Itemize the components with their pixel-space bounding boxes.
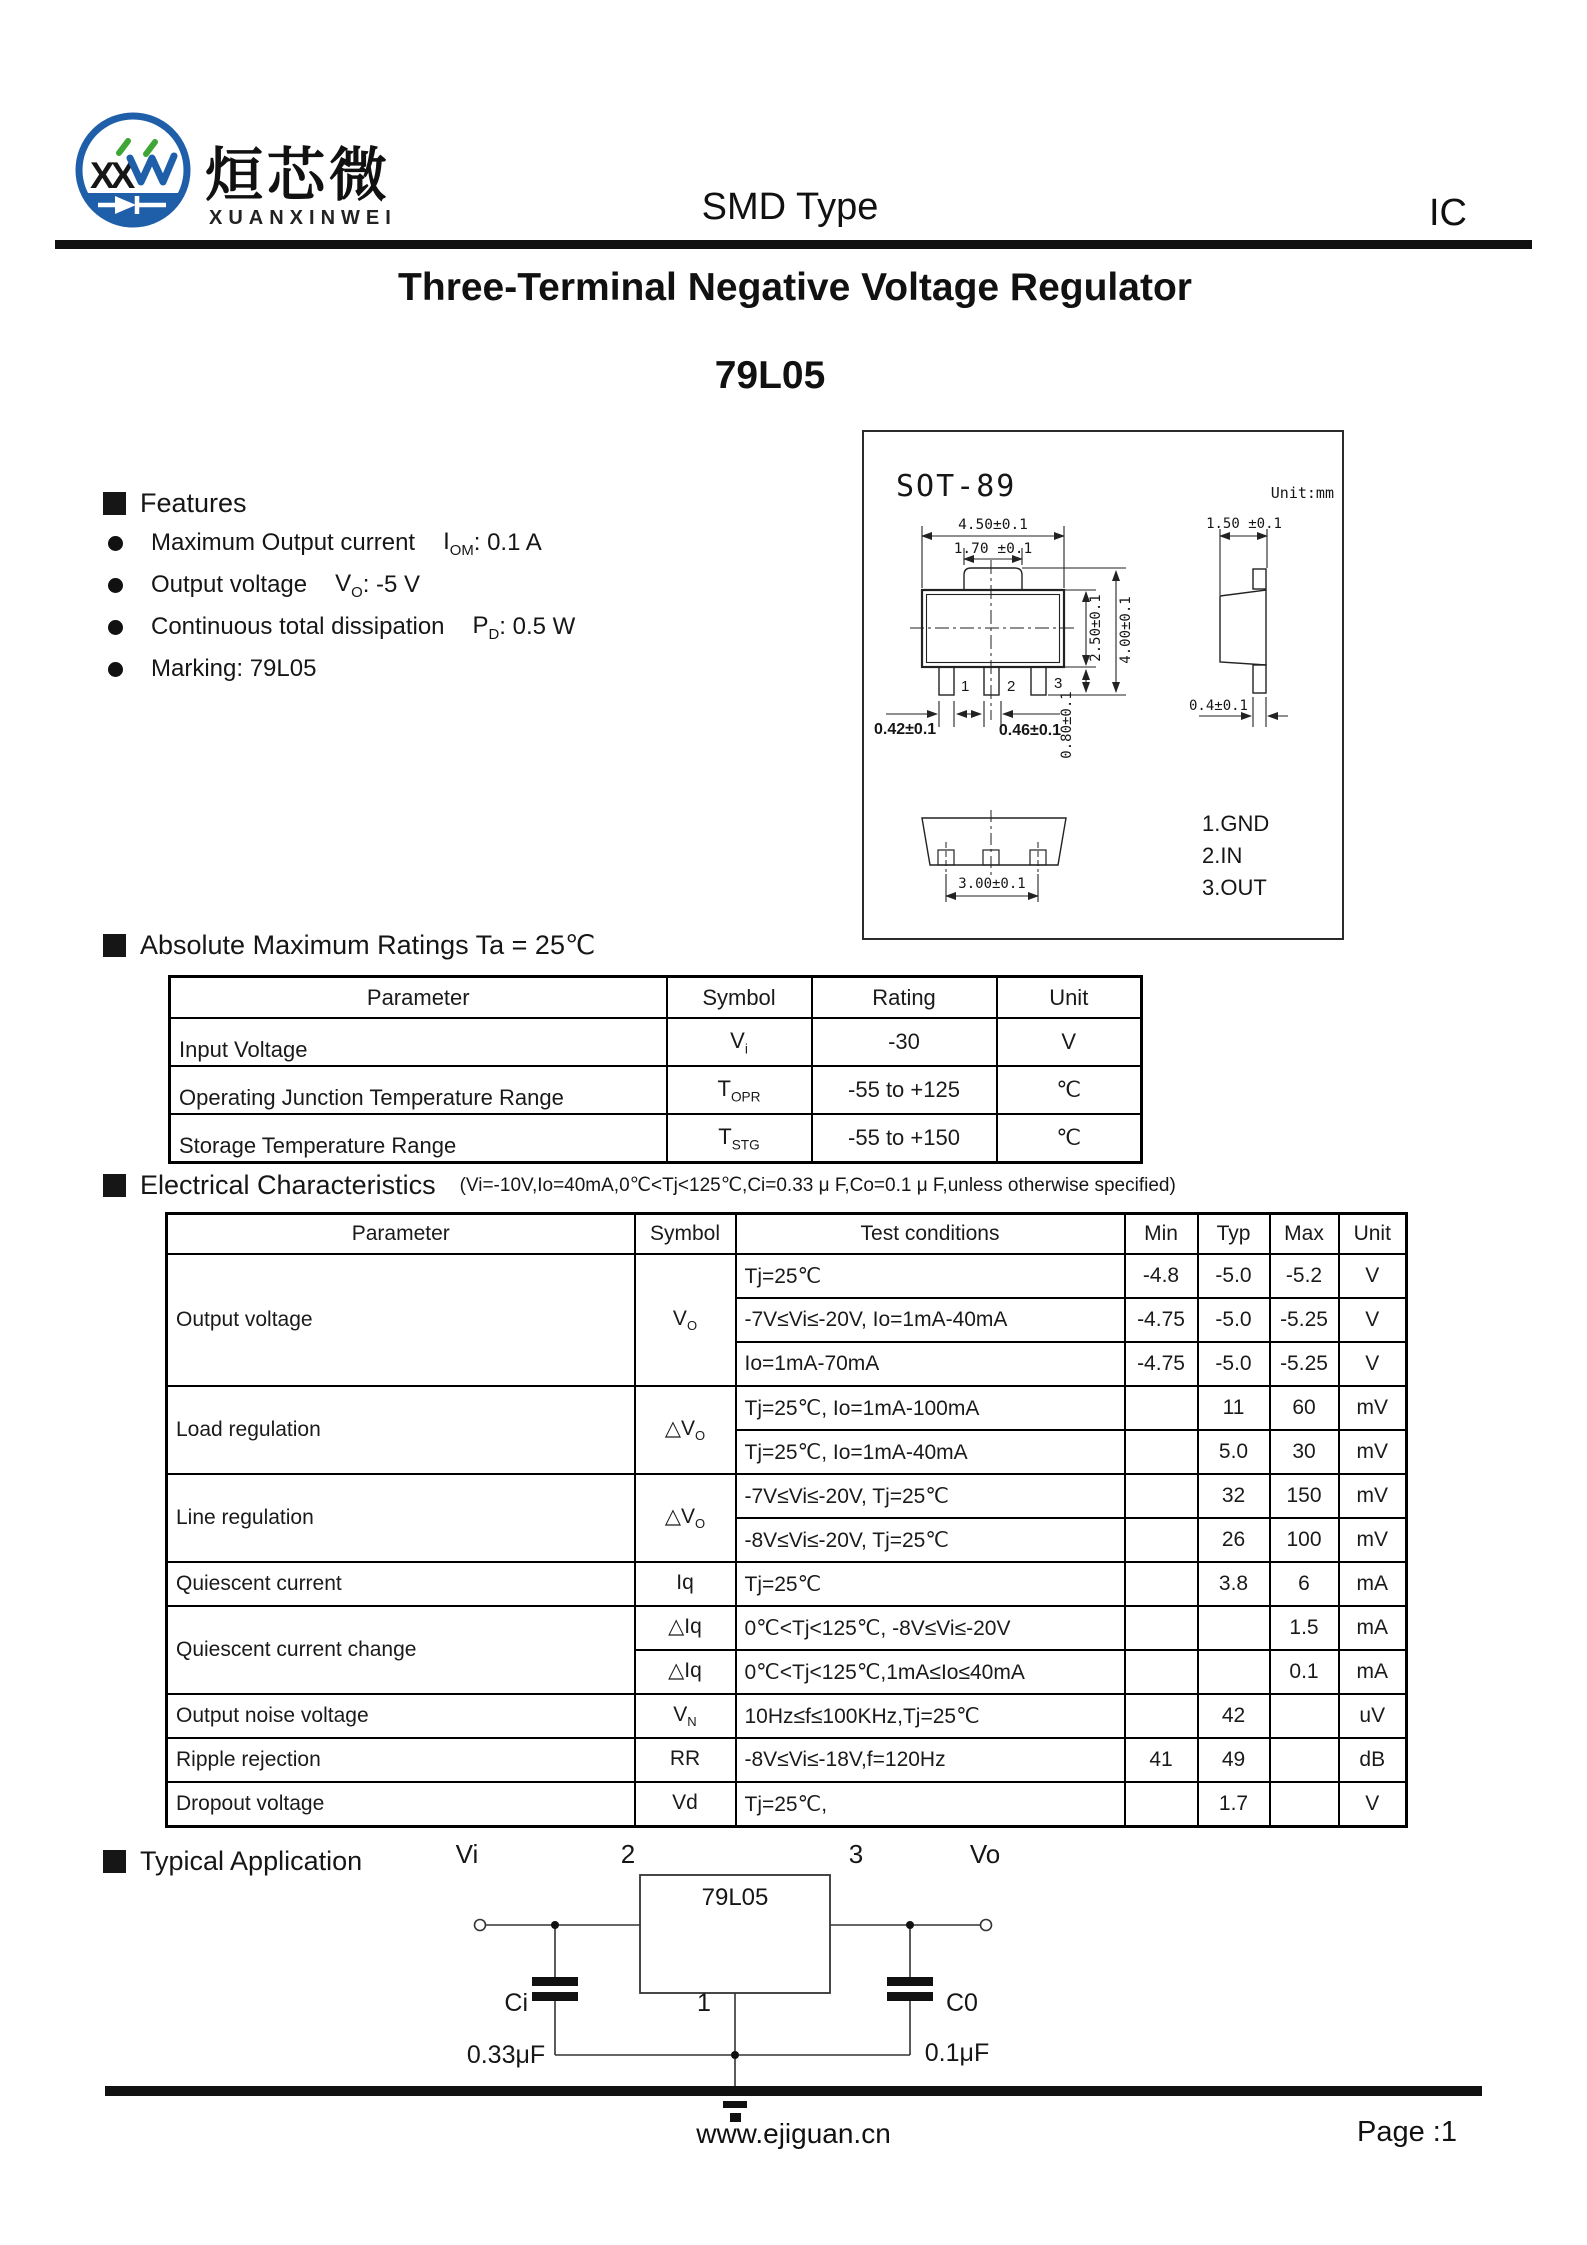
cap-in-value: 0.33μF	[466, 2041, 546, 2069]
param-cell: Output noise voltage	[167, 1694, 635, 1738]
min-cell: -4.75	[1125, 1298, 1198, 1342]
section-marker-icon	[103, 1850, 126, 1873]
table-row	[170, 1066, 1142, 1114]
symbol-cell: RR	[635, 1738, 736, 1782]
bullet-icon	[108, 620, 123, 635]
param-cell: Quiescent current change	[167, 1606, 635, 1694]
abs-max-table	[168, 975, 1143, 1164]
section-marker-icon	[103, 934, 126, 957]
min-cell: -4.8	[1125, 1254, 1198, 1298]
output-label: Vo	[969, 1839, 1001, 1869]
feature-label: Maximum Output current	[151, 529, 416, 556]
min-cell	[1125, 1562, 1198, 1606]
elec-char-heading	[103, 1170, 1176, 1201]
param-cell: Storage Temperature Range	[170, 1114, 667, 1163]
unit-cell: uV	[1339, 1694, 1407, 1738]
param-cell: Ripple rejection	[167, 1738, 635, 1782]
column-header: Parameter	[170, 977, 667, 1019]
company-name-chinese: 烜芯微	[205, 143, 392, 208]
min-cell	[1125, 1386, 1198, 1430]
cond-cell: -7V≤Vi≤-20V, Tj=25℃	[736, 1474, 1125, 1518]
typ-cell: 32	[1198, 1474, 1270, 1518]
table-row	[167, 1782, 1407, 1827]
unit-cell: mA	[1339, 1562, 1407, 1606]
table-header-row	[167, 1214, 1407, 1255]
elec-char-table	[165, 1212, 1408, 1828]
section-marker-icon	[103, 492, 126, 515]
unit-cell: mV	[1339, 1430, 1407, 1474]
min-cell	[1125, 1606, 1198, 1650]
param-cell: Operating Junction Temperature Range	[170, 1066, 667, 1114]
min-cell: 41	[1125, 1738, 1198, 1782]
package-outline-figure	[862, 430, 1344, 940]
feature-label: Output voltage	[151, 571, 308, 598]
min-cell: -4.75	[1125, 1342, 1198, 1386]
cap-in-name: Ci	[504, 1989, 528, 2017]
min-cell	[1125, 1518, 1198, 1562]
symbol-cell: $T_{OPR}$	[667, 1066, 812, 1114]
min-cell	[1125, 1782, 1198, 1827]
cond-cell: Tj=25℃,	[736, 1782, 1125, 1827]
elec-char-heading-label: Electrical Characteristics	[140, 1170, 436, 1200]
dim-pin-span: 3.00±0.1	[958, 876, 1026, 892]
unit-note: Unit:mm	[1270, 484, 1334, 502]
dim-pin-gap: 0.46±0.1	[998, 722, 1062, 739]
symbol-cell: $V_O$	[635, 1254, 736, 1386]
column-header: Symbol	[635, 1214, 736, 1255]
company-logo-icon	[70, 108, 202, 238]
company-name-english: XUANXINWEI	[209, 207, 397, 229]
feature-label: Continuous total dissipation	[151, 613, 445, 640]
typ-cell	[1198, 1650, 1270, 1694]
symbol-cell: $V_i$	[667, 1018, 812, 1066]
unit-cell: V	[1339, 1254, 1407, 1298]
unit-cell: mV	[1339, 1474, 1407, 1518]
feature-symbol: $P_D$	[472, 611, 500, 643]
max-cell: 100	[1270, 1518, 1339, 1562]
feature-item	[108, 528, 575, 558]
feature-value: : -5 V	[362, 571, 421, 598]
table-row	[167, 1694, 1407, 1738]
logo-monogram: XX	[90, 155, 132, 196]
cond-cell: Tj=25℃	[736, 1254, 1125, 1298]
max-cell	[1270, 1738, 1339, 1782]
unit-cell: V	[1339, 1298, 1407, 1342]
symbol-cell: $\triangle V_O$	[635, 1386, 736, 1474]
unit-cell: mV	[1339, 1386, 1407, 1430]
min-cell	[1125, 1694, 1198, 1738]
doc-type-label: SMD Type	[701, 186, 879, 228]
typ-cell: 26	[1198, 1518, 1270, 1562]
feature-item	[108, 570, 575, 600]
capacitor-out-icon	[887, 1977, 933, 1986]
dim-body-height: 2.50±0.1	[1088, 594, 1104, 662]
param-cell: Line regulation	[167, 1474, 635, 1562]
typical-application-heading-label: Typical Application	[140, 1846, 363, 1876]
cond-cell: -7V≤Vi≤-20V, Io=1mA-40mA	[736, 1298, 1125, 1342]
part-number: 79L05	[714, 354, 826, 397]
symbol-cell: △Iq	[635, 1606, 736, 1650]
unit-cell: mA	[1339, 1650, 1407, 1694]
cond-cell: Tj=25℃	[736, 1562, 1125, 1606]
typ-cell: 11	[1198, 1386, 1270, 1430]
column-header: Min	[1125, 1214, 1198, 1255]
unit-cell: V	[997, 1018, 1142, 1066]
dim-pin-thickness: 0.4±0.1	[1188, 698, 1248, 714]
pin2-label: 2	[620, 1839, 636, 1869]
typ-cell: -5.0	[1198, 1254, 1270, 1298]
cond-cell: Tj=25℃, Io=1mA-40mA	[736, 1430, 1125, 1474]
symbol-cell: Vd	[635, 1782, 736, 1827]
column-header: Typ	[1198, 1214, 1270, 1255]
typ-cell	[1198, 1606, 1270, 1650]
pin-number-3: 3	[1054, 675, 1063, 692]
min-cell	[1125, 1430, 1198, 1474]
max-cell: 0.1	[1270, 1650, 1339, 1694]
column-header: Symbol	[667, 977, 812, 1019]
param-cell: Quiescent current	[167, 1562, 635, 1606]
cap-out-name: C0	[946, 1989, 978, 2017]
page-title: Three-Terminal Negative Voltage Regulator	[398, 266, 1192, 309]
typ-cell: -5.0	[1198, 1342, 1270, 1386]
doc-category-label: IC	[1429, 192, 1467, 234]
max-cell: 6	[1270, 1562, 1339, 1606]
max-cell: -5.2	[1270, 1254, 1339, 1298]
pin3-label: 3	[848, 1839, 864, 1869]
pin-assignment-gnd: 1.GND	[1202, 811, 1270, 836]
feature-value: : 0.5 W	[499, 613, 576, 640]
pin-number-1: 1	[961, 678, 970, 695]
abs-max-heading	[103, 930, 595, 961]
symbol-cell: Iq	[635, 1562, 736, 1606]
dim-pin-length: 0.80±0.1	[1059, 691, 1075, 759]
cond-cell: -8V≤Vi≤-18V,f=120Hz	[736, 1738, 1125, 1782]
typ-cell: -5.0	[1198, 1298, 1270, 1342]
chip-label: 79L05	[701, 1884, 769, 1911]
features-list	[108, 528, 575, 696]
pin-assignment-out: 3.OUT	[1202, 875, 1267, 900]
table-row	[167, 1606, 1407, 1650]
section-marker-icon	[103, 1174, 126, 1197]
cond-cell: 0℃<Tj<125℃,1mA≤Io≤40mA	[736, 1650, 1125, 1694]
bullet-icon	[108, 536, 123, 551]
column-header: Max	[1270, 1214, 1339, 1255]
bullet-icon	[108, 578, 123, 593]
rating-cell: -30	[812, 1018, 997, 1066]
feature-symbol: $V_O$	[335, 569, 363, 601]
unit-cell: ℃	[997, 1114, 1142, 1163]
symbol-cell: $\triangle V_O$	[635, 1474, 736, 1562]
column-header: Test conditions	[736, 1214, 1125, 1255]
dim-total-height: 4.00±0.1	[1118, 596, 1134, 664]
table-row	[170, 1114, 1142, 1163]
param-cell: Input Voltage	[170, 1018, 667, 1066]
input-label: Vi	[455, 1839, 479, 1869]
typical-application-heading	[103, 1846, 362, 1877]
min-cell	[1125, 1474, 1198, 1518]
pin-number-2: 2	[1007, 678, 1016, 695]
typ-cell: 49	[1198, 1738, 1270, 1782]
cond-cell: -8V≤Vi≤-20V, Tj=25℃	[736, 1518, 1125, 1562]
footer-divider	[105, 2086, 1482, 2096]
rating-cell: -55 to +150	[812, 1114, 997, 1163]
max-cell: -5.25	[1270, 1298, 1339, 1342]
typ-cell: 42	[1198, 1694, 1270, 1738]
feature-label: Marking: 79L05	[151, 655, 317, 682]
feature-symbol: $I_{OM}$	[443, 527, 474, 559]
table-row	[167, 1562, 1407, 1606]
capacitor-in-icon	[532, 1977, 578, 1986]
column-header: Parameter	[167, 1214, 635, 1255]
rating-cell: -55 to +125	[812, 1066, 997, 1114]
symbol-cell: △Iq	[635, 1650, 736, 1694]
pin1-label: 1	[697, 1989, 711, 2017]
table-header-row	[170, 977, 1142, 1019]
cap-out-value: 0.1μF	[924, 2039, 990, 2067]
typ-cell: 5.0	[1198, 1430, 1270, 1474]
table-row	[167, 1386, 1407, 1430]
table-row	[167, 1474, 1407, 1518]
unit-cell: mA	[1339, 1606, 1407, 1650]
min-cell	[1125, 1650, 1198, 1694]
dim-tab-width: 1.70 ±0.1	[953, 541, 1033, 557]
max-cell: 30	[1270, 1430, 1339, 1474]
max-cell	[1270, 1782, 1339, 1827]
dim-pin-width: 0.42±0.1	[874, 721, 937, 738]
features-heading	[103, 488, 247, 519]
param-cell: Dropout voltage	[167, 1782, 635, 1827]
table-row	[170, 1018, 1142, 1066]
elec-char-conditions: (Vi=-10V,Io=40mA,0℃<Tj<125℃,Ci=0.33 μ F,Co=0.1 μ F,unless otherwise specified)	[459, 1175, 1176, 1196]
dim-side-width: 1.50 ±0.1	[1206, 516, 1282, 532]
column-header: Unit	[1339, 1214, 1407, 1255]
unit-cell: V	[1339, 1342, 1407, 1386]
column-header: Unit	[997, 977, 1142, 1019]
table-row	[167, 1254, 1407, 1298]
feature-item	[108, 654, 575, 684]
feature-item	[108, 612, 575, 642]
symbol-cell: $V_N$	[635, 1694, 736, 1738]
column-header: Rating	[812, 977, 997, 1019]
unit-cell: mV	[1339, 1518, 1407, 1562]
typ-cell: 3.8	[1198, 1562, 1270, 1606]
cond-cell: 10Hz≤f≤100KHz,Tj=25℃	[736, 1694, 1125, 1738]
cond-cell: Tj=25℃, Io=1mA-100mA	[736, 1386, 1125, 1430]
feature-value: : 0.1 A	[473, 529, 542, 556]
package-name: SOT-89	[896, 469, 1017, 504]
header-divider	[55, 240, 1532, 249]
max-cell: -5.25	[1270, 1342, 1339, 1386]
table-row	[167, 1738, 1407, 1782]
features-heading-label: Features	[140, 488, 247, 518]
cond-cell: Io=1mA-70mA	[736, 1342, 1125, 1386]
typ-cell: 1.7	[1198, 1782, 1270, 1827]
abs-max-heading-label: Absolute Maximum Ratings Ta = 25℃	[140, 930, 596, 960]
bullet-icon	[108, 662, 123, 677]
max-cell: 1.5	[1270, 1606, 1339, 1650]
cond-cell: 0℃<Tj<125℃, -8V≤Vi≤-20V	[736, 1606, 1125, 1650]
pin-assignment-in: 2.IN	[1202, 843, 1243, 868]
param-cell: Output voltage	[167, 1254, 635, 1386]
max-cell: 60	[1270, 1386, 1339, 1430]
unit-cell: ℃	[997, 1066, 1142, 1114]
footer-page-number: Page :1	[1357, 2116, 1457, 2148]
symbol-cell: $T_{STG}$	[667, 1114, 812, 1163]
unit-cell: dB	[1339, 1738, 1407, 1782]
dim-body-width: 4.50±0.1	[958, 517, 1028, 533]
unit-cell: V	[1339, 1782, 1407, 1827]
max-cell	[1270, 1694, 1339, 1738]
param-cell: Load regulation	[167, 1386, 635, 1474]
footer-website: www.ejiguan.cn	[696, 2118, 891, 2149]
max-cell: 150	[1270, 1474, 1339, 1518]
